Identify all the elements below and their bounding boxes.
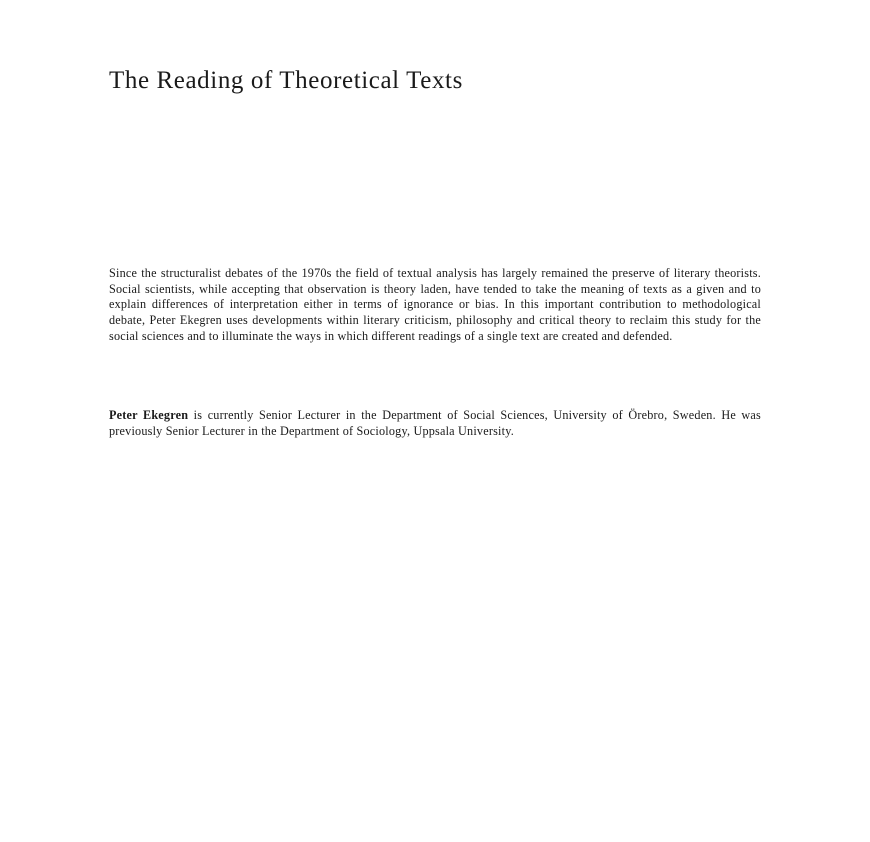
author-name: Peter Ekegren <box>109 408 189 422</box>
author-bio <box>109 408 761 439</box>
book-title: The Reading of Theoretical Texts <box>109 67 463 94</box>
author-bio-text: is currently Senior Lecturer in the Department of Social Sciences, University of Örebro, Sweden. He was previously Senior Lecturer in the Department of Sociology, Uppsala University. <box>109 408 761 438</box>
book-description: Since the structuralist debates of the 1970s the field of textual analysis has largely remained the preserve of literary theorists. Social scientists, while accepting that observation is theory laden, have tended to take the meaning of texts as a given and to explain differences of interpretation either in terms of ignorance or bias. In this important contribution to methodological debate, Peter Ekegren uses developments within literary criticism, philosophy and critical theory to reclaim this study for the social sciences and to illuminate the ways in which different readings of a single text are created and defended. <box>109 266 761 343</box>
